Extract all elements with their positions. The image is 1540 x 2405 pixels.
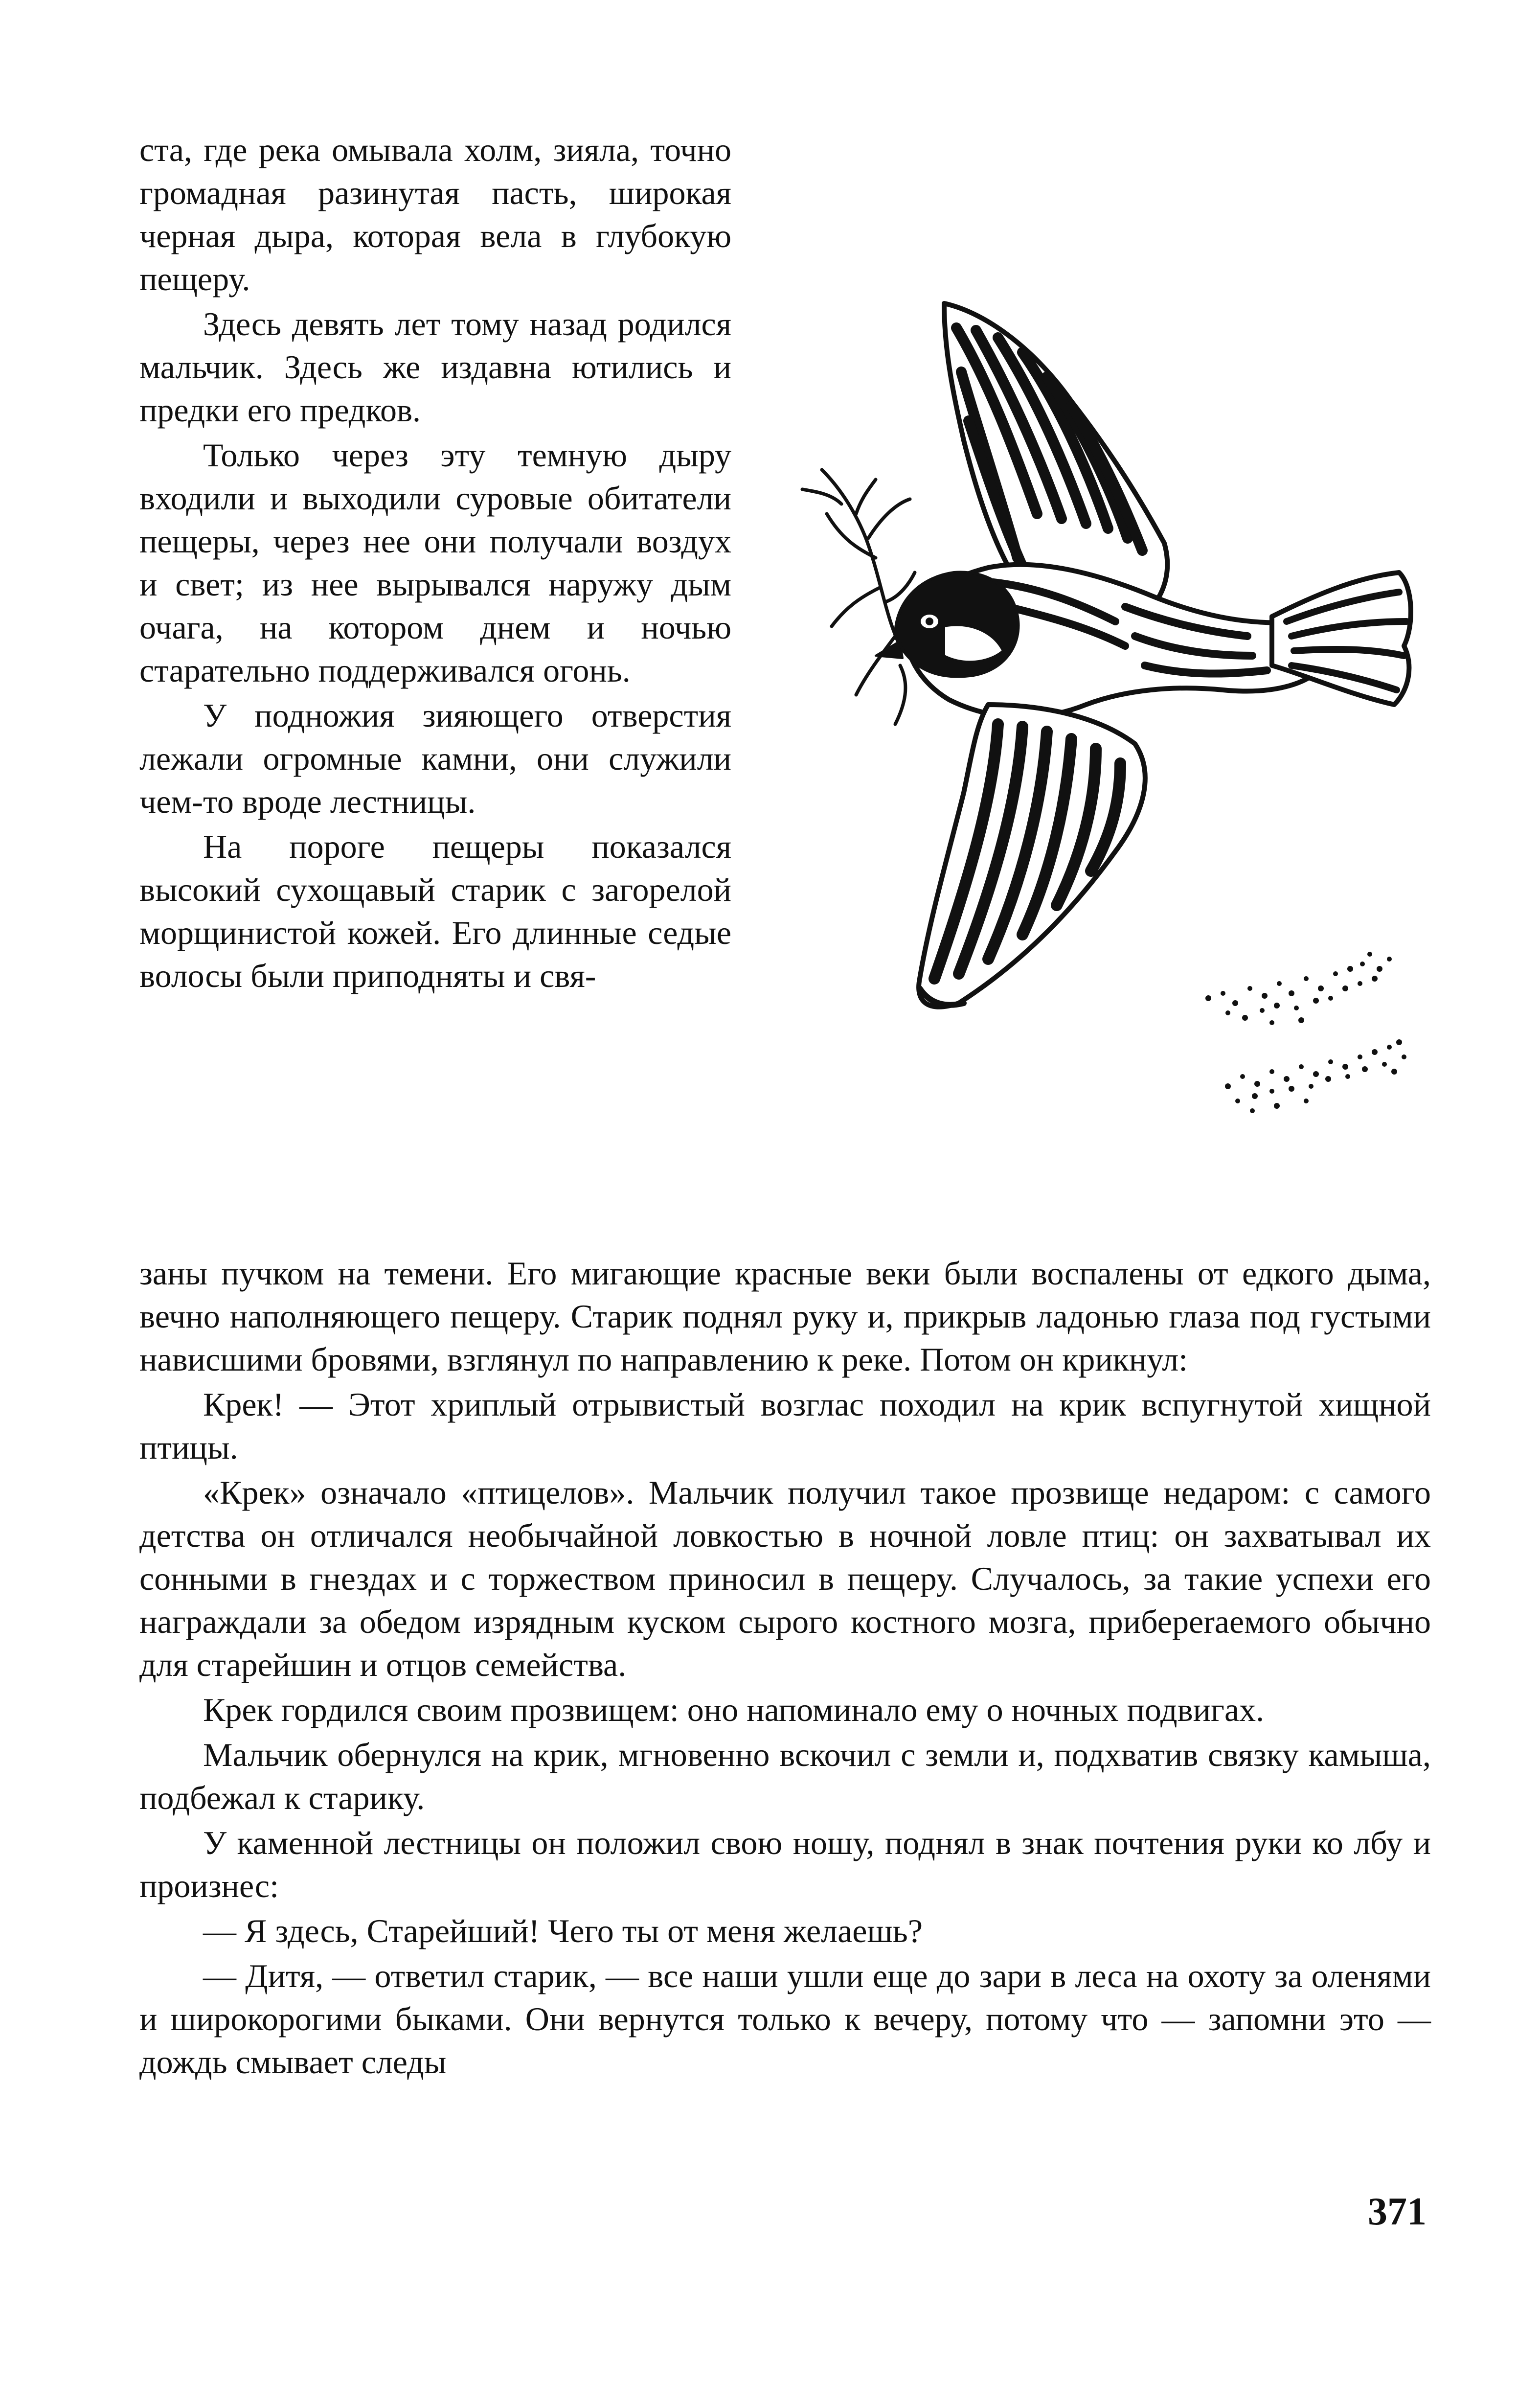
lower-wing [919,705,1145,1007]
paragraph: «Крек» означало «птицелов». Мальчик получил такое прозвище недаром: с самого детства он отличался необычайной ловкостью в ночной ловле птиц: он захватывал их сонными в гнездах и с торжеством приносил в пещеру. Случалось, за такие успехи его награждали за обедом изрядным куском сырого костного мозга, прибереrаемого обычно для старейшин и отцов семейства. [139,1474,1431,1683]
twig [802,470,915,724]
bird-illustration [783,284,1419,1135]
paragraph: Мальчик обернулся на крик, мгновенно вскочил с земли и, подхватив связку камыша, подбежал к старику. [139,1736,1431,1816]
paragraph: заны пучком на темени. Его мигающие красные веки были воспалены от едкого дыма, вечно наполняющего пещеру. Старик поднял руку и, прикрыв ладонью глаза под густыми нависшими бровями, взглянул по направлению к реке. Потом он крикнул: [139,1255,1431,1378]
paragraph: На пороге пещеры показался высокий сухощавый старик с загорелой морщинистой кожей. Его длинные седые волосы были приподняты и свя- [139,828,731,994]
page-number: 371 [1368,2190,1427,2233]
seed-dots [1205,952,1406,1113]
paragraph: Крек гордился своим прозвищем: оно напоминало ему о ночных подвигах. [203,1691,1265,1728]
paragraph: Здесь девять лет тому назад родился мальчик. Здесь же издавна ютились и предки его предков. [139,305,731,429]
paragraph: У подножия зияющего отверстия лежали огромные камни, они служили чем-то вроде лестницы. [139,697,731,820]
text-column-narrow [139,128,731,997]
paragraph: ста, где река омывала холм, зияла, точно громадная разинутая пасть, широкая черная дыра, которая вела в глубокую пещеру. [139,131,731,298]
text-column-wide [139,1252,1431,2084]
paragraph: — Дитя, — ответил старик, — все наши ушли еще до зари в леса на охоту за оленями и широкорогими быками. Они вернутся только к вечеру, потому что — запомни это — дождь смывает следы [139,1957,1431,2081]
paragraph: У каменной лестницы он положил свою ношу, поднял в знак почтения руки ко лбу и произнес: [139,1824,1431,1904]
paragraph: Только через эту темную дыру входили и выходили суровые обитатели пещеры, через нее они получали воздух и свет; из нее вырывался наружу дым очага, на котором днем и ночью старательно поддерживался огонь. [139,436,731,689]
paragraph: — Я здесь, Старейший! Чего ты от меня желаешь? [203,1912,923,1949]
paragraph: Крек! — Этот хриплый отрывистый возглас походил на крик вспугнутой хищной птицы. [139,1386,1431,1466]
